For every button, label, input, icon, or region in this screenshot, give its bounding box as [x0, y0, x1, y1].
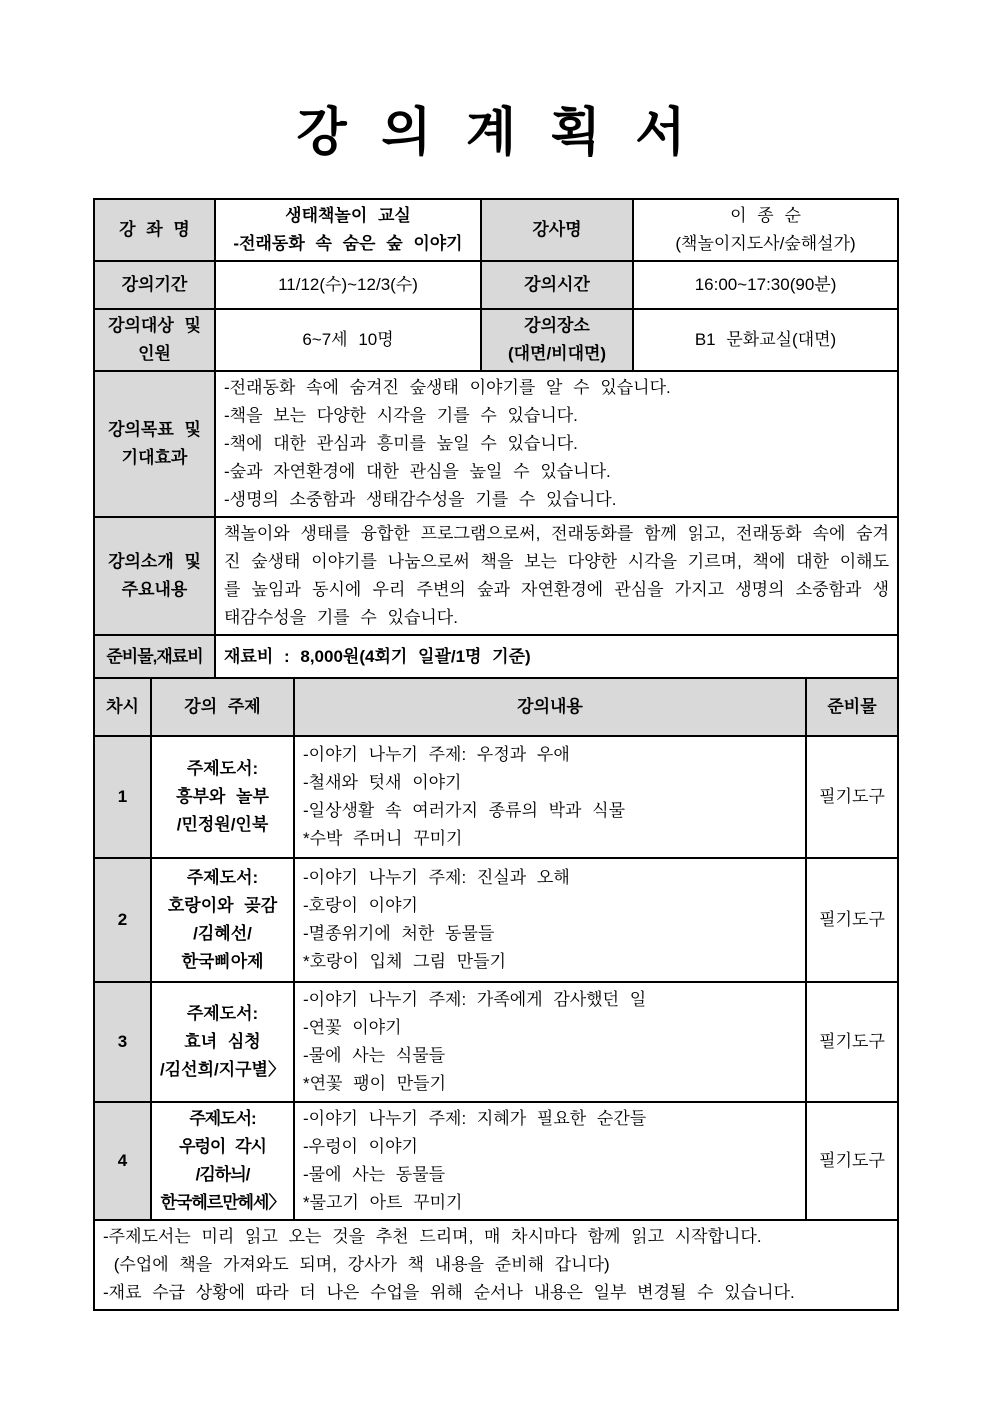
audience-label-line2: 인원: [138, 344, 171, 363]
topic-line: 한국삐아제: [181, 952, 264, 971]
row-materials: [94, 635, 898, 678]
content-line: -이야기 나누기 주제: 우정과 우애: [303, 745, 570, 764]
session-row: [94, 858, 898, 982]
audience-label: [94, 309, 215, 371]
goal-item: -숲과 자연환경에 대한 관심을 높일 수 있습니다.: [224, 462, 611, 481]
document-title: 강 의 계 획 서: [296, 104, 696, 162]
content-line: *호랑이 입체 그림 만들기: [303, 952, 507, 971]
goals-value: [215, 371, 898, 517]
session-content: [294, 1102, 806, 1220]
row-course: [94, 199, 898, 261]
notes: [94, 1220, 898, 1310]
goals-label-line1: 강의목표 및: [108, 420, 201, 439]
goals-label-line2: 기대효과: [121, 448, 188, 467]
session-supplies: 필기도구: [806, 736, 898, 858]
topic-line: /김선희/지구별〉: [160, 1060, 285, 1079]
course-name-value: [215, 199, 481, 261]
session-number: 1: [94, 736, 151, 858]
period-label: 강의기간: [94, 261, 215, 309]
content-line: -우렁이 이야기: [303, 1137, 418, 1156]
row-goals: [94, 371, 898, 517]
session-topic: [151, 858, 294, 982]
topic-line: 호랑이와 곶감: [167, 896, 278, 915]
topic-line: /김하늬/: [195, 1165, 250, 1184]
goal-item: -전래동화 속에 숨겨진 숲생태 이야기를 알 수 있습니다.: [224, 378, 671, 397]
note-line: -재료 수급 상황에 따라 더 나은 수업을 위해 순서나 내용은 일부 변경될 수 있습니다.: [103, 1283, 795, 1302]
session-content: [294, 736, 806, 858]
intro-label: [94, 517, 215, 635]
instructor-qualification: (책놀이지도사/숲해설가): [675, 234, 856, 253]
time-value: 16:00~17:30(90분): [633, 261, 898, 309]
session-row: [94, 982, 898, 1102]
content-line: -물에 사는 동물들: [303, 1165, 446, 1184]
course-name-label: 강 좌 명: [94, 199, 215, 261]
place-value: B1 문화교실(대면): [633, 309, 898, 371]
course-name-line1: 생태책놀이 교실: [285, 206, 411, 225]
intro-label-line2: 주요내용: [121, 580, 188, 599]
note-line: (수업에 책을 가져와도 되며, 강사가 책 내용을 준비해 갑니다): [103, 1255, 610, 1274]
content-line: -이야기 나누기 주제: 가족에게 감사했던 일: [303, 990, 647, 1009]
session-number: 4: [94, 1102, 151, 1220]
schedule-header-topic: 강의 주제: [151, 678, 294, 736]
goal-item: -생명의 소중함과 생태감수성을 기를 수 있습니다.: [224, 490, 617, 509]
content-line: *물고기 아트 꾸미기: [303, 1193, 463, 1212]
content-line: -멸종위기에 처한 동물들: [303, 924, 495, 943]
schedule-header-row: [94, 678, 898, 736]
place-label: [481, 309, 633, 371]
notes-row: [94, 1220, 898, 1310]
schedule-header-session: 차시: [94, 678, 151, 736]
content-line: -철새와 텃새 이야기: [303, 773, 462, 792]
content-line: -연꽃 이야기: [303, 1018, 402, 1037]
topic-line: 흥부와 놀부: [176, 787, 269, 806]
audience-label-line1: 강의대상 및: [108, 316, 201, 335]
session-content: [294, 858, 806, 982]
topic-line: 우렁이 각시: [179, 1137, 266, 1156]
topic-line: /김혜선/: [193, 924, 252, 943]
schedule-header-content: 강의내용: [294, 678, 806, 736]
session-content: [294, 982, 806, 1102]
session-number: 3: [94, 982, 151, 1102]
session-topic: [151, 736, 294, 858]
topic-line: 주제도서:: [186, 1004, 259, 1023]
session-row: [94, 736, 898, 858]
intro-label-line1: 강의소개 및: [108, 552, 201, 571]
row-audience: [94, 309, 898, 371]
audience-value: 6~7세 10명: [215, 309, 481, 371]
lecture-plan-table: [93, 198, 899, 1311]
goal-item: -책을 보는 다양한 시각을 기를 수 있습니다.: [224, 406, 578, 425]
goal-item: -책에 대한 관심과 흥미를 높일 수 있습니다.: [224, 434, 578, 453]
topic-line: 주제도서:: [186, 868, 259, 887]
session-supplies: 필기도구: [806, 858, 898, 982]
row-period: [94, 261, 898, 309]
place-label-line1: 강의장소: [524, 316, 590, 335]
instructor-name: 이 종 순: [730, 206, 801, 225]
content-line: -이야기 나누기 주제: 진실과 오해: [303, 868, 570, 887]
goals-label: [94, 371, 215, 517]
content-line: *수박 주머니 꾸미기: [303, 829, 463, 848]
content-line: -호랑이 이야기: [303, 896, 418, 915]
period-value: 11/12(수)~12/3(수): [215, 261, 481, 309]
session-topic: [151, 1102, 294, 1220]
content-line: -물에 사는 식물들: [303, 1046, 446, 1065]
materials-label: 준비물,재료비: [94, 635, 215, 678]
schedule-header-supplies: 준비물: [806, 678, 898, 736]
intro-value: 책놀이와 생태를 융합한 프로그램으로써, 전래동화를 함께 읽고, 전래동화 속에 숨겨진 숲생태 이야기를 나눔으로써 책을 보는 다양한 시각을 기르며, 책에 대한 이해도를 높임과 동시에 우리 주변의 숲과 자연환경에 관심을 가지고 생명의 소중함과 생태감수성을 기를 수 있습니다.: [215, 517, 898, 635]
topic-line: 효녀 심청: [184, 1032, 261, 1051]
topic-line: 주제도서:: [186, 759, 259, 778]
time-label: 강의시간: [481, 261, 633, 309]
instructor-label: 강사명: [481, 199, 633, 261]
materials-value: 재료비 : 8,000원(4회기 일괄/1명 기준): [215, 635, 898, 678]
session-topic: [151, 982, 294, 1102]
session-supplies: 필기도구: [806, 982, 898, 1102]
course-name-line2: -전래동화 속 숨은 숲 이야기: [233, 234, 463, 253]
session-supplies: 필기도구: [806, 1102, 898, 1220]
content-line: -일상생활 속 여러가지 종류의 박과 식물: [303, 801, 626, 820]
note-line: -주제도서는 미리 읽고 오는 것을 추천 드리며, 매 차시마다 함께 읽고 시작합니다.: [103, 1227, 762, 1246]
session-number: 2: [94, 858, 151, 982]
instructor-value: [633, 199, 898, 261]
row-intro: [94, 517, 898, 635]
content-line: *연꽃 팽이 만들기: [303, 1074, 447, 1093]
session-row: [94, 1102, 898, 1220]
content-line: -이야기 나누기 주제: 지혜가 필요한 순간들: [303, 1109, 647, 1128]
place-label-line2: (대면/비대면): [507, 344, 607, 363]
topic-line: 한국헤르만헤세〉: [160, 1193, 285, 1212]
topic-line: /민정원/인북: [176, 815, 269, 834]
topic-line: 주제도서:: [189, 1109, 256, 1128]
